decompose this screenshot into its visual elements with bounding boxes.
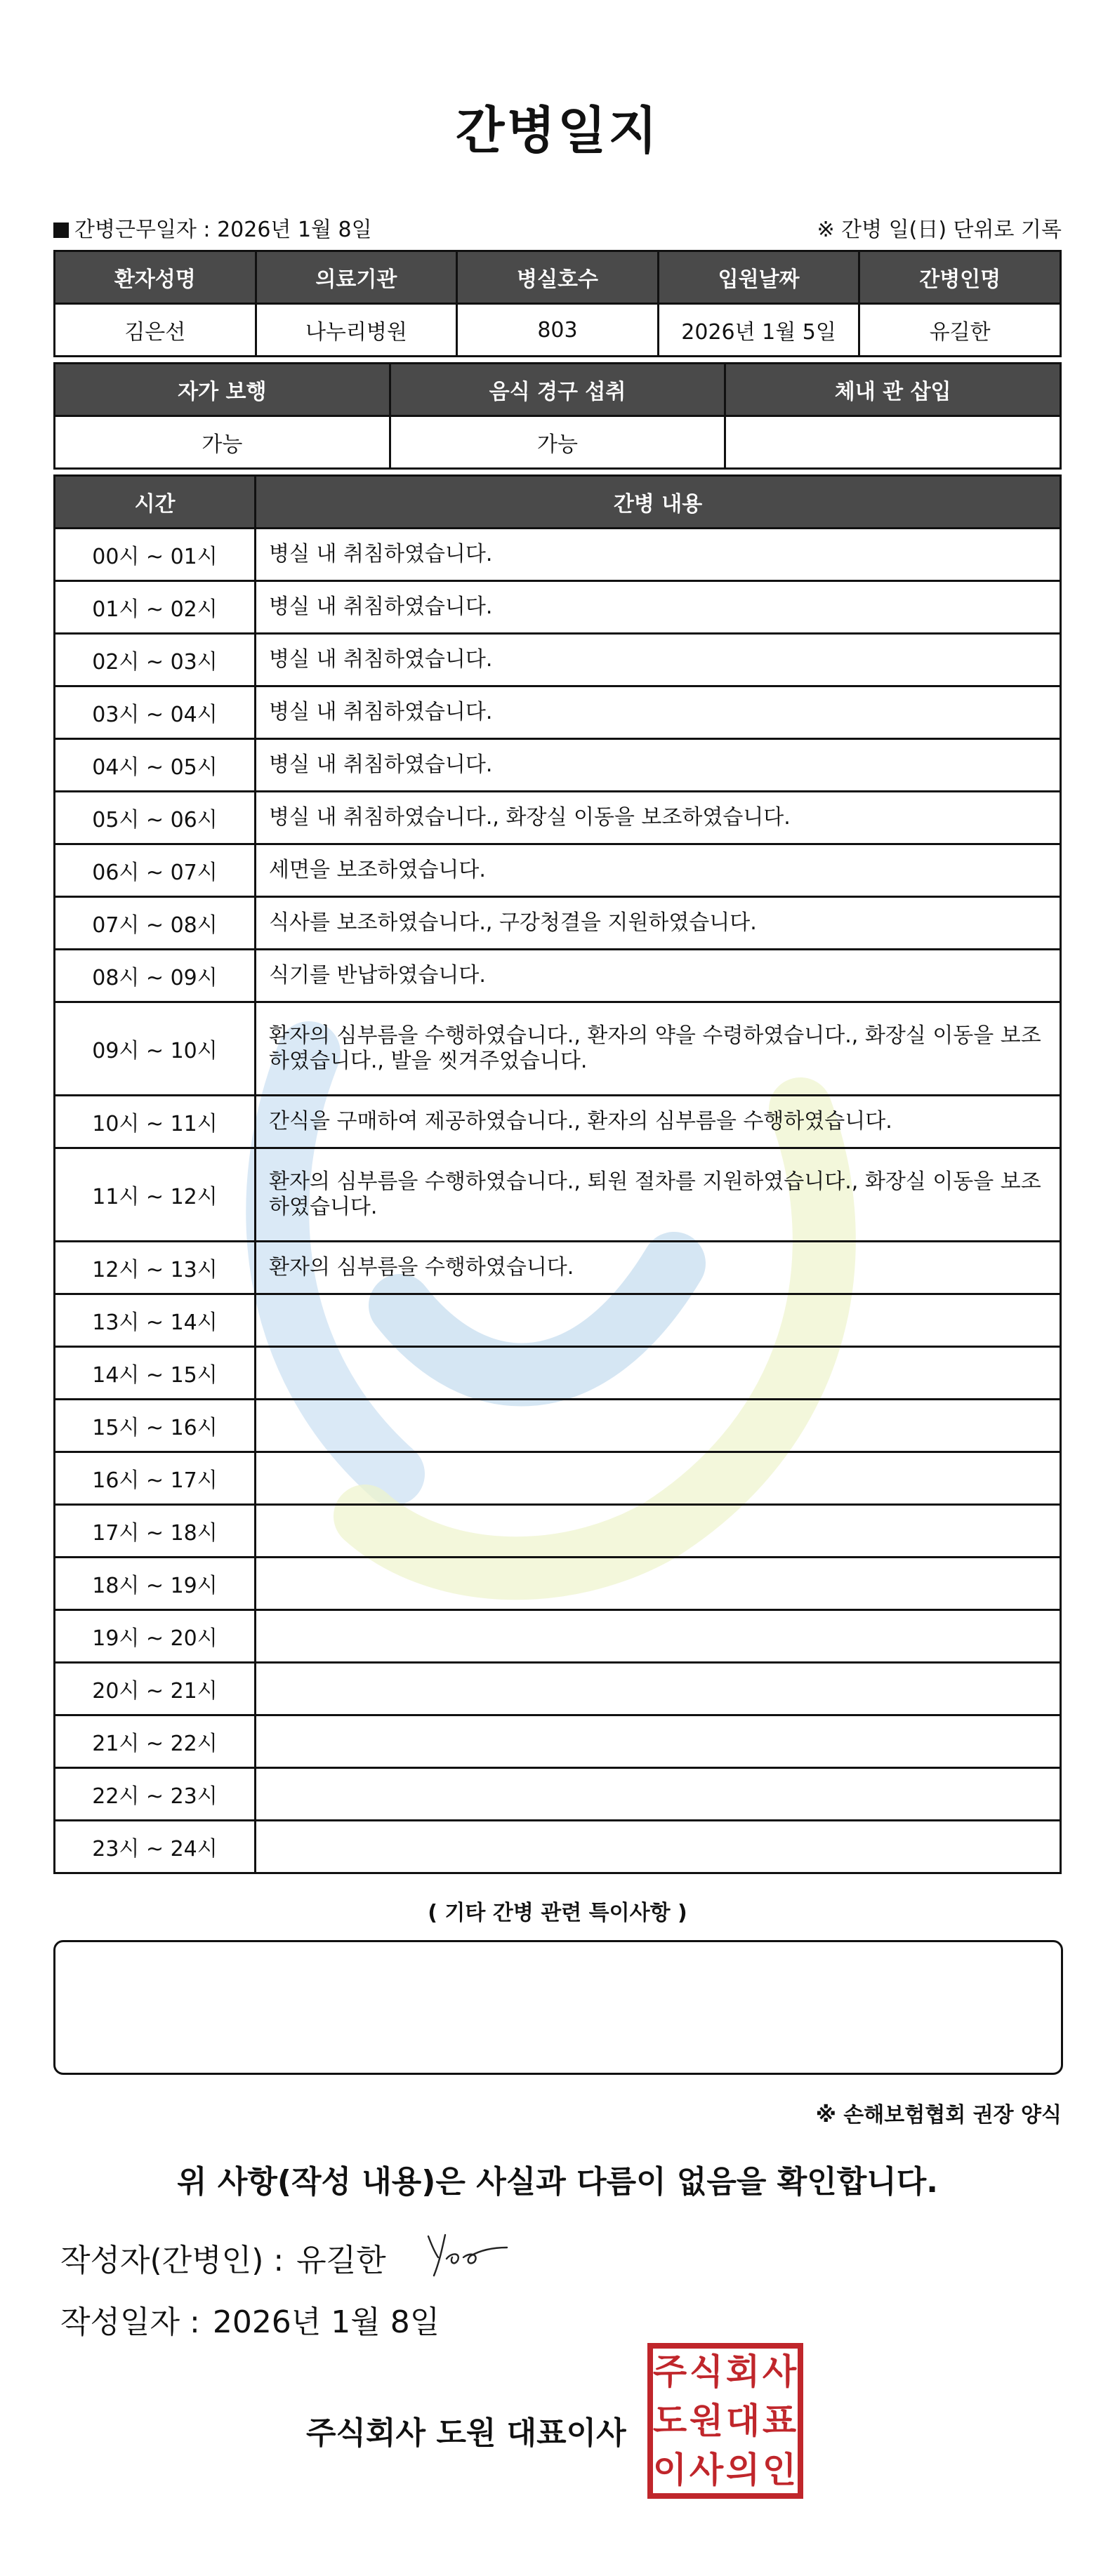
content-cell: 환자의 심부름을 수행하였습니다., 환자의 약을 수령하였습니다., 화장실 이동을 보조하였습니다., 발을 씻겨주었습니다. [256, 1002, 1061, 1096]
notes-label: ( 기타 간병 관련 특이사항 ) [428, 1901, 687, 1925]
page-title: 간병일지 [455, 101, 660, 160]
work-date-line [53, 212, 372, 243]
seal-char: 대 [725, 2400, 760, 2441]
table-row [55, 686, 1061, 739]
content-cell [256, 1294, 1061, 1347]
time-cell: 04시 ~ 05시 [55, 739, 256, 792]
patient-info-header-row [55, 251, 1061, 304]
seal-char: 표 [762, 2400, 797, 2441]
seal-char: 주 [652, 2351, 687, 2392]
content-cell [256, 1663, 1061, 1715]
header-admission-date: 입원날짜 [658, 251, 859, 304]
table-row [55, 1452, 1061, 1505]
content-cell: 환자의 심부름을 수행하였습니다. [256, 1242, 1061, 1294]
header-patient-name: 환자성명 [55, 251, 256, 304]
writer-name: 유길한 [296, 2243, 386, 2278]
time-cell: 07시 ~ 08시 [55, 897, 256, 950]
table-row [55, 581, 1061, 634]
written-date-label: 작성일자 : [60, 2304, 200, 2340]
time-cell: 23시 ~ 24시 [55, 1821, 256, 1873]
content-cell [256, 1400, 1061, 1452]
time-cell: 06시 ~ 07시 [55, 844, 256, 897]
table-row [55, 1610, 1061, 1663]
time-cell: 10시 ~ 11시 [55, 1096, 256, 1148]
time-cell: 22시 ~ 23시 [55, 1768, 256, 1821]
table-row [55, 1768, 1061, 1821]
oral-intake-value: 가능 [390, 416, 725, 469]
caregiver-name: 유길한 [859, 304, 1061, 357]
time-cell: 05시 ~ 06시 [55, 792, 256, 844]
header-hospital: 의료기관 [256, 251, 457, 304]
table-row [55, 1558, 1061, 1610]
table-row [55, 1821, 1061, 1873]
hospital-name: 나누리병원 [256, 304, 457, 357]
table-row [55, 1400, 1061, 1452]
care-log-body [55, 529, 1061, 1873]
content-cell [256, 1768, 1061, 1821]
company-seal [647, 2343, 803, 2499]
header-care-content: 간병 내용 [256, 476, 1061, 529]
time-cell: 08시 ~ 09시 [55, 950, 256, 1002]
content-cell: 병실 내 취침하였습니다. [256, 581, 1061, 634]
table-row [55, 1505, 1061, 1558]
table-row [55, 1148, 1061, 1242]
content-cell [256, 1347, 1061, 1400]
seal-char: 사 [762, 2351, 797, 2392]
content-cell: 식기를 반납하였습니다. [256, 950, 1061, 1002]
content-cell: 세면을 보조하였습니다. [256, 844, 1061, 897]
work-date-label: 간병근무일자 : [74, 218, 211, 242]
company-name: 주식회사 도원 대표이사 [306, 2415, 626, 2451]
table-row [55, 950, 1061, 1002]
signature [421, 2226, 513, 2283]
table-row [55, 1347, 1061, 1400]
time-cell: 09시 ~ 10시 [55, 1002, 256, 1096]
time-cell: 11시 ~ 12시 [55, 1148, 256, 1242]
time-cell: 19시 ~ 20시 [55, 1610, 256, 1663]
care-log-header-row [55, 476, 1061, 529]
header-caregiver: 간병인명 [859, 251, 1061, 304]
time-cell: 03시 ~ 04시 [55, 686, 256, 739]
seal-char: 인 [762, 2449, 797, 2490]
work-date-value: 2026년 1월 8일 [217, 218, 372, 242]
patient-name: 김은선 [55, 304, 256, 357]
seal-char: 원 [689, 2400, 724, 2441]
time-cell: 20시 ~ 21시 [55, 1663, 256, 1715]
table-row [55, 739, 1061, 792]
header-oral-intake: 음식 경구 섭취 [390, 364, 725, 416]
time-cell: 02시 ~ 03시 [55, 634, 256, 686]
content-cell: 식사를 보조하였습니다., 구강청결을 지원하였습니다. [256, 897, 1061, 950]
content-cell: 환자의 심부름을 수행하였습니다., 퇴원 절차를 지원하였습니다., 화장실 이동을 보조하였습니다. [256, 1148, 1061, 1242]
written-date-line [60, 2297, 440, 2342]
content-cell: 병실 내 취침하였습니다. [256, 686, 1061, 739]
time-cell: 18시 ~ 19시 [55, 1558, 256, 1610]
table-row [55, 844, 1061, 897]
patient-status-table [53, 362, 1062, 470]
time-cell: 14시 ~ 15시 [55, 1347, 256, 1400]
table-row [55, 634, 1061, 686]
content-cell [256, 1715, 1061, 1768]
square-bullet-icon [53, 223, 69, 238]
admission-date: 2026년 1월 5일 [658, 304, 859, 357]
patient-info-value-row [55, 304, 1061, 357]
time-cell: 00시 ~ 01시 [55, 529, 256, 581]
patient-info-table [53, 250, 1062, 357]
time-cell: 01시 ~ 02시 [55, 581, 256, 634]
time-cell: 17시 ~ 18시 [55, 1505, 256, 1558]
tube-value [725, 416, 1061, 469]
status-header-row [55, 364, 1061, 416]
seal-char: 도 [652, 2400, 687, 2441]
content-cell [256, 1610, 1061, 1663]
table-row [55, 1242, 1061, 1294]
care-log-table [53, 474, 1062, 1874]
room-number: 803 [457, 304, 659, 357]
walking-value: 가능 [55, 416, 390, 469]
table-row [55, 1294, 1061, 1347]
table-row [55, 1002, 1061, 1096]
seal-char: 회 [725, 2351, 760, 2392]
content-cell [256, 1505, 1061, 1558]
content-cell [256, 1821, 1061, 1873]
writer-label: 작성자(간병인) : [60, 2243, 284, 2278]
table-row [55, 1096, 1061, 1148]
seal-char: 식 [689, 2351, 724, 2392]
content-cell: 병실 내 취침하였습니다., 화장실 이동을 보조하였습니다. [256, 792, 1061, 844]
seal-char: 사 [689, 2449, 724, 2490]
writer-line [60, 2235, 386, 2280]
time-cell: 21시 ~ 22시 [55, 1715, 256, 1768]
written-date-value: 2026년 1월 8일 [212, 2304, 440, 2340]
header-time: 시간 [55, 476, 256, 529]
content-cell: 병실 내 취침하였습니다. [256, 634, 1061, 686]
recommend-note: ※ 손해보험협회 권장 양식 [815, 2103, 1062, 2127]
content-cell: 병실 내 취침하였습니다. [256, 529, 1061, 581]
header-room: 병실호수 [457, 251, 659, 304]
time-cell: 13시 ~ 14시 [55, 1294, 256, 1347]
content-cell: 병실 내 취침하였습니다. [256, 739, 1061, 792]
table-row [55, 1663, 1061, 1715]
header-tube: 체내 관 삽입 [725, 364, 1061, 416]
content-cell [256, 1452, 1061, 1505]
time-cell: 16시 ~ 17시 [55, 1452, 256, 1505]
table-row [55, 1715, 1061, 1768]
unit-note: ※ 간병 일(日) 단위로 기록 [817, 218, 1062, 242]
time-cell: 15시 ~ 16시 [55, 1400, 256, 1452]
header-walking: 자가 보행 [55, 364, 390, 416]
seal-char: 의 [725, 2449, 760, 2490]
table-row [55, 897, 1061, 950]
seal-characters [653, 2351, 797, 2490]
table-row [55, 792, 1061, 844]
table-row [55, 529, 1061, 581]
confirmation-statement: 위 사항(작성 내용)은 사실과 다름이 없음을 확인합니다. [177, 2164, 938, 2200]
content-cell: 간식을 구매하여 제공하였습니다., 환자의 심부름을 수행하였습니다. [256, 1096, 1061, 1148]
status-value-row [55, 416, 1061, 469]
seal-char: 이 [652, 2449, 687, 2490]
notes-box [53, 1940, 1063, 2075]
content-cell [256, 1558, 1061, 1610]
time-cell: 12시 ~ 13시 [55, 1242, 256, 1294]
